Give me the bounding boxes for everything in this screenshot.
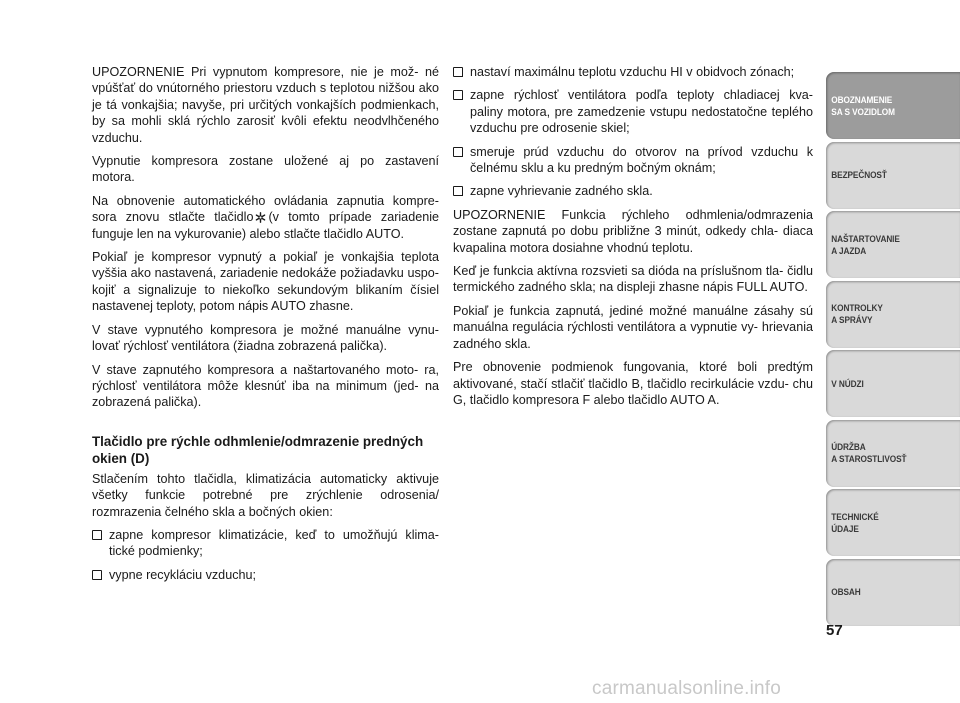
paragraph-compressor-memory: Vypnutie kompresora zostane uložené aj po zastavení motora. (92, 154, 439, 185)
paragraph-fan-minimum: V stave zapnutého kompresora a naštartovaného moto- ra, rýchlosť ventilátora môže klesnúť iba na minimum (jed- na zobrazená palička). (92, 362, 439, 410)
list-item-text: zapne kompresor klimatizácie, keď to umožňujú klima- tické podmienky; (109, 527, 439, 559)
warning-compressor-off: UPOZORNENIE Pri vypnutom kompresore, nie je mož- né vpúšťať do vnútorného priestoru vzduch s teplotou nižšou ako je tá vonkajšia; navyše, pri určitých vonkajších podmienkach, by sa mohli sklá rýchlo zarosiť kvôli efektu neodvlhčeného vzduchu. (92, 65, 439, 145)
tab-label: KONTROLKY A SPRÁVY (831, 302, 883, 325)
list-item (92, 567, 439, 583)
right-column (453, 64, 813, 415)
list-item (453, 64, 813, 80)
paragraph-restore-auto-a: Na obnovenie automatického ovládania zapnutia kompre- sora znovu stlačte tlačidlo (92, 193, 439, 225)
tab-kontrolky[interactable] (826, 281, 960, 348)
list-item-text: zapne vyhrievanie zadného skla. (470, 184, 653, 199)
checkbox-bullet-icon (453, 90, 463, 100)
tab-label: V NÚDZI (831, 377, 864, 389)
tab-udrzba[interactable] (826, 420, 960, 487)
list-item-text: nastaví maximálnu teplotu vzduchu HI v obidvoch zónach; (470, 65, 795, 79)
paragraph-restore-auto-b: (v tomto prípade zariadenie funguje len na vykurovanie) alebo stlačte tlačidlo AUTO. (92, 210, 440, 241)
watermark: carmanualsonline.info (592, 678, 782, 699)
tab-label: BEZPEČNOSŤ (831, 169, 887, 180)
chapter-tabs (826, 72, 960, 628)
tab-oboznamenie[interactable] (826, 72, 960, 139)
checkbox-bullet-icon (92, 570, 102, 580)
list-item (453, 183, 813, 199)
paragraph-blinking: Pokiaľ je kompresor vypnutý a pokiaľ je vonkajšia teplota vyššia ako nastavená, zariadenie nedokáže požiadavku uspo- kojiť a signalizuje to niekoľko sekundovým blikaním čísiel nastavenej teploty, potom nápis AUTO zhasne. (92, 250, 439, 314)
tab-label: NAŠTARTOVANIE A JAZDA (831, 232, 900, 256)
paragraph-manual-interventions: Pokiaľ je funkcia zapnutá, jediné možné manuálne zásahy sú manuálna regulácia rýchlosti ventilátora a vypnutie vy- hrievania zadného skla. (453, 303, 813, 351)
tab-obsah[interactable] (826, 559, 960, 626)
list-item (453, 87, 813, 136)
checkbox-bullet-icon (92, 530, 102, 540)
paragraph-fan-manual: V stave vypnutého kompresora je možné manuálne vynu- lovať rýchlosť ventilátora (žiadna zobrazená palička). (92, 322, 439, 354)
warning-defrost-duration: UPOZORNENIE Funkcia rýchleho odhmlenia/odmrazenia zostane zapnutá po dobu približne 3 minút, odkedy chla- diaca kvapalina motora dosiahne vhodnú teplotu. (453, 207, 813, 255)
checkbox-bullet-icon (453, 147, 463, 157)
fan-snowflake-icon (255, 212, 266, 223)
checkbox-bullet-icon (453, 67, 463, 77)
paragraph-led-indicator: Keď je funkcia aktívna rozsvieti sa dióda na príslušnom tla- čidlu termického zadného skla; na displeji zhasne nápis FULL AUTO. (453, 264, 813, 295)
tab-technicke-udaje[interactable] (826, 489, 960, 556)
tab-label: ÚDRŽBA A STAROSTLIVOSŤ (831, 441, 907, 464)
page-number: 57 (826, 622, 843, 639)
paragraph-restore-conditions: Pre obnovenie podmienok fungovania, ktoré boli predtým aktivované, stačí stlačiť tlačidlo B, tlačidlo recirkulácie vzdu- chu G, tlačidlo kompresora F alebo tlačidlo AUTO A. (453, 360, 813, 407)
tab-v-nudzi[interactable] (826, 350, 960, 417)
list-item-text: zapne rýchlosť ventilátora podľa teploty chladiacej kva- paliny motora, pre zamedzenie vstupu nedostatočne teplého vzduchu pre odrosenie skiel; (470, 88, 813, 136)
list-item-text: vypne recykláciu vzduchu; (109, 567, 256, 582)
list-item (92, 527, 439, 560)
paragraph-restore-auto (92, 193, 439, 242)
list-item-text: smeruje prúd vzduchu do otvorov na prívod vzduchu k čelnému sklu a ku predným bočným oknám; (470, 144, 813, 176)
paragraph-defrost-intro: Stlačením tohto tlačidla, klimatizácia automaticky aktivuje všetky funkcie potrebné pre zrýchlenie odrosenia/ rozmrazenia čelného skla a bočných okien: (92, 471, 439, 519)
tab-bezpecnost[interactable] (826, 142, 960, 209)
left-column (92, 64, 439, 590)
list-item (453, 144, 813, 177)
tab-nastartovanie[interactable] (826, 211, 960, 278)
tab-label: OBSAH (831, 586, 861, 597)
tab-label: OBOZNAMENIE SA S VOZIDLOM (831, 93, 895, 117)
checkbox-bullet-icon (453, 186, 463, 196)
tab-label: TECHNICKÉ ÚDAJE (831, 510, 879, 534)
section-heading-defrost: Tlačidlo pre rýchle odhmlenie/odmrazenie predných okien (D) (92, 433, 424, 466)
